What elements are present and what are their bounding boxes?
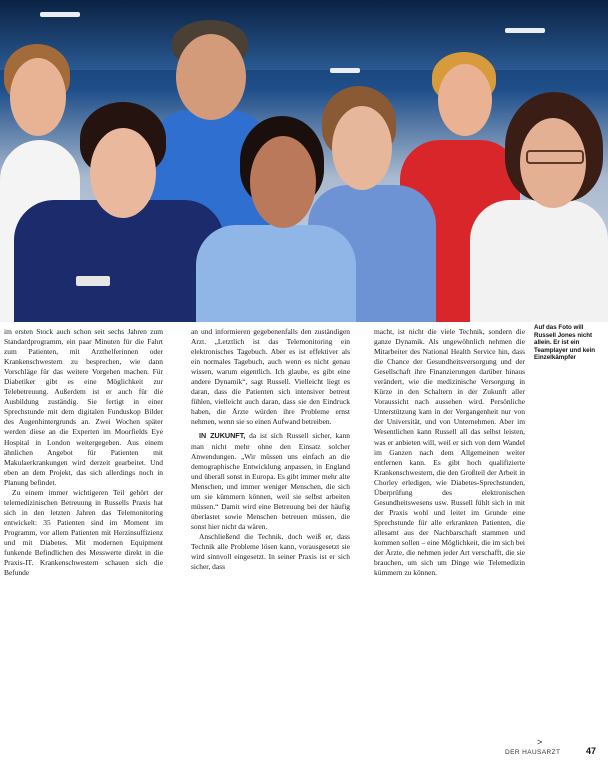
ceiling xyxy=(0,0,608,70)
paragraph: Anschließend die Technik, doch weiß er, dass Technik alle Probleme lösen kann, vorausgesetzt sie wird sinnvoll eingesetzt. In seiner Praxis ist er sich sicher, dass xyxy=(191,531,350,572)
continue-arrow-icon: > xyxy=(537,737,543,747)
paragraph: da ist sich Russell sicher, kann man nicht mehr ohne den Einsatz solcher Anwendungen. „Wir müssen uns einfach an die demographische Entwicklung anpassen, in England und überall sonst in Europa. Es gibt immer mehr alte Menschen, und immer weniger Menschen, die sich um sie kümmern können, weil sie selbst arbeiten müssen.“ Damit wird eine Betreuung bei der häufig überlastet sowie Menschen betreuen müssen, die sonst hier nicht da wären. xyxy=(191,431,350,531)
page-number: 47 xyxy=(586,746,597,756)
text-column-3 xyxy=(374,327,525,578)
paragraph: an und informieren gegebenenfalls den zuständigen Arzt. „Letztlich ist das Telemonitoring ein elektronisches Tagebuch. Aber es ist effektiver als ein normales Tagebuch, auch wenn es nicht genau wissen, warum eigentlich. Ich glaube, es gibt eine andere Dynamik“, sagt Russell. Vielleicht liegt es daran, dass die Patienten sich intensiver betreut fühlen, vielleicht auch daran, dass sie den Eindruck haben, die Ärzte würden ihre Probleme ernst nehmen, wenn sie so einen Aufwand betreiben. xyxy=(191,327,350,427)
ceiling-light xyxy=(505,28,545,33)
section-lead: IN ZUKUNFT, xyxy=(199,431,246,441)
ceiling-light xyxy=(40,12,80,17)
text-column-1 xyxy=(4,327,163,578)
magazine-name: DER HAUSARZT xyxy=(505,749,561,756)
paragraph: macht, ist nicht die viele Technik, sondern die ganze Dynamik. Als ungewöhnlich nehmen die Mitarbeiter des National Health Service hin, dass die Chance der Gesundheitsversorgung und der Gesellschaft ihre Finanzierungen darüber hinaus verändert, wie die medizinische Versorgung in Kürze in den Schaltern in der Zukunft aller Voraussicht nach aussehen wird. Persönliche Unterstützung kam in der Vergangenheit nur von der Universität, und von Unternehmen. Aber im Wesentlichen kann Russell all das selbst leisten, was er anbieten will, weil er sich von dem Wandel im Ganzen nach dem Allgemeinen weiter entfernen kann. Es gibt hoch qualifizierte Krankenschwestern, die den Großteil der Arbeit in Chorley erledigen, wie Diabetes-Sprechstunden, Überprüfung des elektronischen Gesundheitswesens usw. Russell fühlt sich in mit der Praxis wohl und leitet im Grunde eine Sprechstunde für alle erkrankten Patienten, die allesamt aus der Nachbarschaft stammen und kommen sollen – eine Möglichkeit, die im sich bei der Ärzte, die nehmen jeder Art verschafft, die sie brauchen, um sich um Dinge wie Telemedizin kümmern zu können. xyxy=(374,327,525,578)
paragraph: im ersten Stock auch schon seit sechs Jahren zum Standardprogramm, ein paar Minuten für die Fahrt zum Patienten, mit Arzthelferinnen oder Krankenschwestern zu besprechen, wie dann Vorschläge für das weitere Vorgehen machen. Für Diabetiker gibt es eine Möglichkeit zur Telebetreuung. Außerdem ist er auch für die Ausbildung zuständig. Sie fertigt in einer Sprechstunde mit dem digitalen Funduskop Bilder des Augenhintergrunds an. Zwei Wochen später werden diese an die Experten im Moorfields Eye Hospital in London weitergegeben. Aus einem ähnlichen Angebot für Patienten mit Makulaerkrankungen wird derzeit gearbeitet. Und eben an dem Projekt, das sich allerdings noch in Planung befindet. xyxy=(4,327,163,487)
paragraph: Zu einem immer wichtigeren Teil gehört der telemedizinischen Betreuung in Russells Praxis hat sich in den letzten Jahren das Telemonitoring entwickelt: 35 Patienten sind im Moment im Programm, vor allem Patienten mit Herzinsuffizienz und mit Diabetes. Mit modernen Equipment funkende Befindlichen des Messwerte direkt in die Praxis-IT. Krankenschwestern schauen sich die Befunde xyxy=(4,487,163,578)
ceiling-light xyxy=(330,68,360,73)
photo-caption: Auf das Foto will Russell Jones nicht allein. Er ist ein Teamplayer und kein Einzelkämpfer xyxy=(534,324,596,362)
text-column-2 xyxy=(191,327,350,572)
team-photo xyxy=(0,0,608,322)
